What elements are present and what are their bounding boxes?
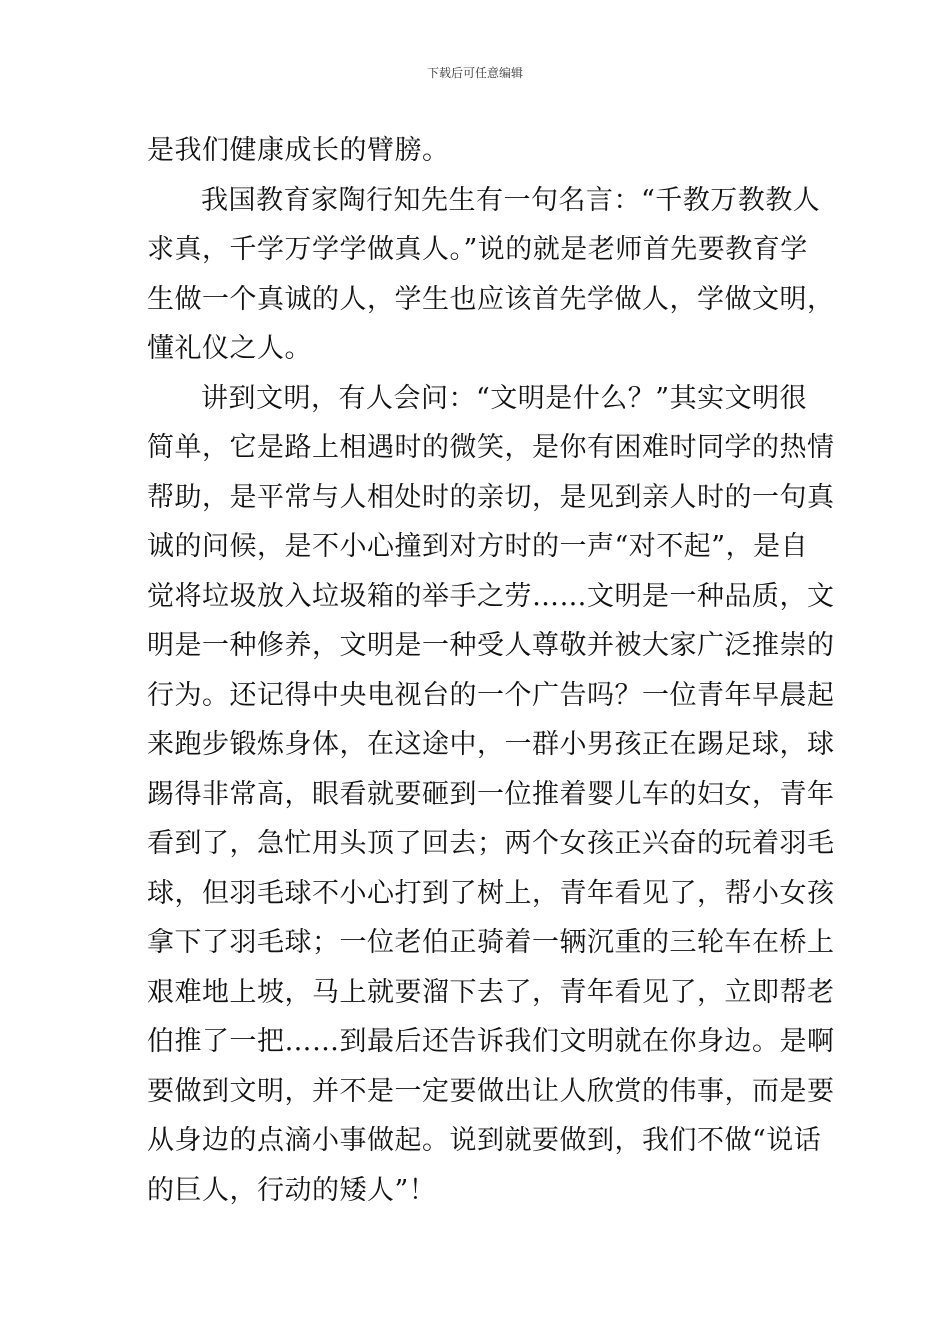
text-line: 觉将垃圾放入垃圾箱的举手之劳……文明是一种品质，文	[147, 580, 835, 612]
text-line: 来跑步锻炼身体，在这途中，一群小男孩正在踢足球，球	[147, 729, 835, 760]
text-line: 帮助，是平常与人相处时的亲切，是见到亲人时的一句真	[147, 481, 835, 513]
text-line: 懂礼仪之人。	[147, 333, 312, 364]
text-line: 明是一种修养，文明是一种受人尊敬并被大家广泛推崇的	[147, 630, 835, 661]
text-line: 球，但羽毛球不小心打到了树上，青年看见了，帮小女孩	[147, 877, 835, 909]
text-line: 是我们健康成长的臂膀。	[147, 135, 450, 166]
text-line: 踢得非常高，眼看就要砸到一位推着婴儿车的妇女，青年	[147, 778, 835, 810]
text-line: 生做一个真诚的人，学生也应该首先学做人，学做文明，	[147, 283, 835, 315]
text-line: 行为。还记得中央电视台的一个广告吗？一位青年早晨起	[147, 679, 835, 711]
text-line: 从身边的点滴小事做起。说到就要做到，我们不做“说话	[147, 1125, 822, 1156]
text-line: 看到了，急忙用头顶了回去；两个女孩正兴奋的玩着羽毛	[147, 828, 835, 859]
text-line: 讲到文明，有人会问：“文明是什么？”其实文明很	[201, 382, 808, 414]
text-line: 要做到文明，并不是一定要做出让人欣赏的伟事，而是要	[147, 1075, 835, 1107]
text-line: 伯推了一把……到最后还告诉我们文明就在你身边。是啊	[147, 1026, 835, 1057]
text-line: 诚的问候，是不小心撞到对方时的一声“对不起”，是自	[147, 531, 809, 562]
header-note: 下载后可任意编辑	[426, 66, 523, 80]
text-line: 拿下了羽毛球；一位老伯正骑着一辆沉重的三轮车在桥上	[147, 927, 835, 958]
text-line: 简单，它是路上相遇时的微笑，是你有困难时同学的热情	[147, 432, 835, 463]
text-line: 的巨人，行动的矮人”！	[147, 1174, 437, 1206]
text-line: 求真，千学万学学做真人。”说的就是老师首先要教育学	[147, 234, 808, 265]
text-line: 我国教育家陶行知先生有一句名言：“千教万教教人	[201, 184, 821, 216]
body-text	[147, 126, 835, 1215]
text-line: 艰难地上坡，马上就要溜下去了，青年看见了，立即帮老	[147, 976, 835, 1008]
